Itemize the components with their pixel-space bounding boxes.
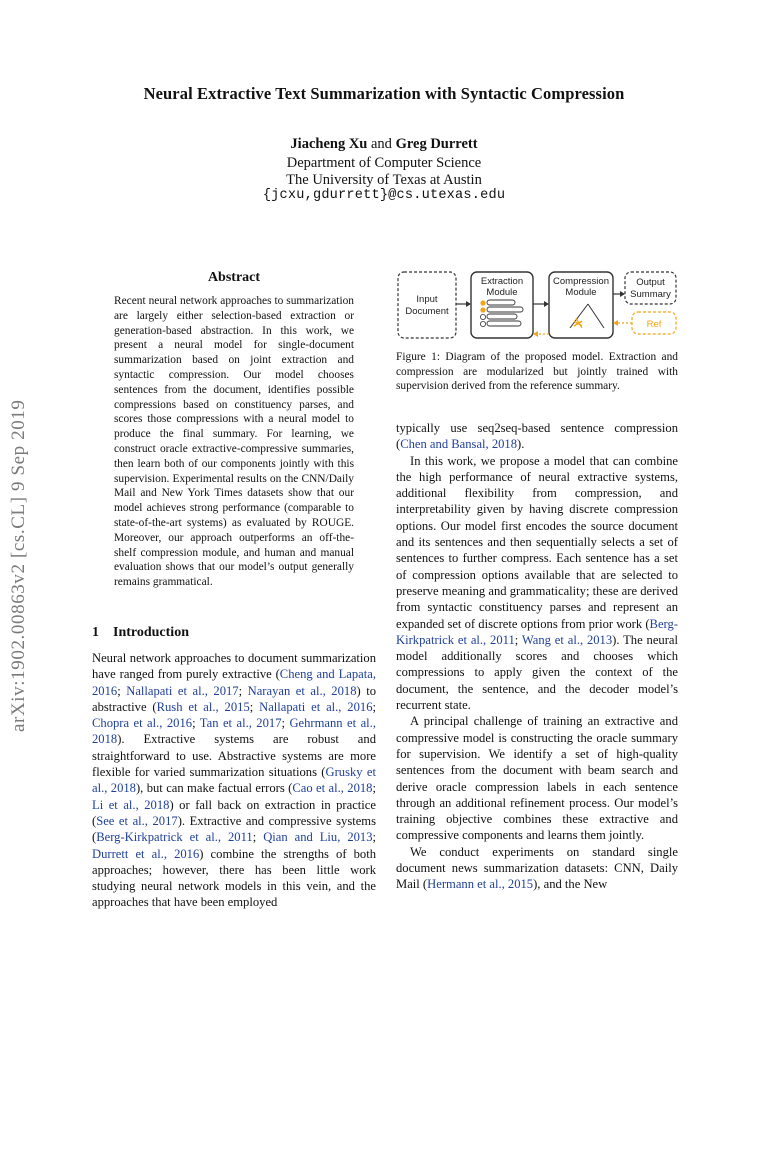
text-run: ) or fall back on extraction in practice ( xyxy=(92,797,376,828)
text-run: ; xyxy=(192,716,200,731)
text-run: ; xyxy=(514,632,522,647)
text-run: ), but can make factual errors ( xyxy=(135,781,293,796)
text-run: ; xyxy=(249,699,260,714)
input-document-box xyxy=(398,272,456,338)
intro-paragraph-1 xyxy=(92,650,376,911)
compression-label-line1: Compression xyxy=(553,276,609,287)
section-heading-introduction xyxy=(92,625,189,641)
ref-label: Ref xyxy=(646,319,662,330)
input-label-line1: Input xyxy=(416,294,438,305)
extraction-label-line1: Extraction xyxy=(480,276,524,287)
arxiv-stamp: arXiv:1902.00863v2 [cs.CL] 9 Sep 2019 xyxy=(8,399,29,732)
citation-link[interactable]: Wang et al., 2013 xyxy=(521,632,613,647)
citation-link[interactable]: Hermann et al., 2015 xyxy=(427,877,534,892)
author-1: Jiacheng Xu xyxy=(290,136,368,152)
citation-link[interactable]: Cheng and Lapata, 2016 xyxy=(92,667,376,698)
citation-link[interactable]: Cao et al., 2018 xyxy=(292,781,373,796)
text-run: We conduct experiments on standard single document news summarization datasets: CNN, Daily Mail ( xyxy=(396,844,678,892)
text-run: Neural network approaches to document summarization have ranged from purely extractive ( xyxy=(92,651,376,682)
text-run: ; xyxy=(372,830,377,845)
affiliation-university: The University of Texas at Austin xyxy=(286,172,482,188)
sentence-list-icon xyxy=(480,300,523,327)
citation-link[interactable]: Grusky et al., 2018 xyxy=(92,765,376,796)
arxiv-stamp-wrap xyxy=(8,399,38,1152)
compression-label-line2: Module xyxy=(565,287,597,298)
text-run: ) combine the strengths of both approaches; however, there has been little work studying neural network models in this vein, and the approaches that have been employed xyxy=(92,846,376,910)
abstract-text: Recent neural network approaches to summarization are largely either selection-based extraction or generation-based abstraction. In this work, we present a neural model for single-document summarization based on joint extraction and syntactic compression. Our model chooses sentences from the document, identifies possible compressions based on constituency parses, and scores those compressions with a neural model to produce the final summary. For learning, we construct oracle extractive-compressive summaries, then learn both of our components jointly with this supervision. Experimental results on the CNN/Daily Mail and New York Times datasets show that our model achieves strong performance (comparable to state-of-the-art systems) as evaluated by ROUGE. Moreover, our approach outperforms an off-the-shelf compression module, and human and manual evaluation shows that our model’s output generally remains grammatical. xyxy=(114,295,354,589)
arrowhead-ref-extraction xyxy=(533,331,538,337)
text-run: ). Extractive systems are robust and straightforward to use. Abstractive systems are more flexible for varied summarization situations ( xyxy=(92,732,376,780)
author-2: Greg Durrett xyxy=(395,136,478,152)
arrowhead-input-extraction xyxy=(466,301,471,307)
text-run: ; xyxy=(252,830,264,845)
text-run: typically use seq2seq-based sentence compression ( xyxy=(396,421,678,452)
citation-link[interactable]: Tan et al., 2017 xyxy=(199,716,282,731)
text-run: ). The neural model additionally scores and chooses which compressions to apply given the context of the document, the sentence, and the decoder model’s recurrent state. xyxy=(396,632,678,713)
intro-paragraph-4 xyxy=(396,844,678,893)
citation-link[interactable]: Rush et al., 2015 xyxy=(156,699,250,714)
citation-link[interactable]: Durrett et al., 2016 xyxy=(92,846,200,861)
citation-link[interactable]: Gehrmann et al., 2018 xyxy=(92,716,376,747)
arrowhead-extraction-compression xyxy=(544,301,549,307)
section-number: 1 xyxy=(92,625,99,640)
figure-1-caption: Figure 1: Diagram of the proposed model. Extraction and compression are modularized but jointly trained with supervision derived from the reference summary. xyxy=(396,351,678,393)
authors-and: and xyxy=(371,136,392,152)
output-label-line2: Summary xyxy=(630,289,671,300)
citation-link[interactable]: Li et al., 2018 xyxy=(92,797,170,812)
arrowhead-ref-compression xyxy=(613,320,618,326)
section-title: Introduction xyxy=(113,625,189,640)
abstract-heading: Abstract xyxy=(207,270,261,285)
citation-link[interactable]: Chen and Bansal, 2018 xyxy=(400,437,518,452)
text-run: ). xyxy=(517,437,525,452)
text-run: ). Extractive and compressive systems ( xyxy=(92,813,377,845)
intro-paragraph-3: A principal challenge of training an extractive and compressive model is constructing the oracle summary for supervision. We identify a set of high-quality sentences from the document with beam search and derive oracle compression labels in each sentence through an additional refinement process. Our model’s training objective combines these extractive and compressive components and learns them jointly. xyxy=(396,714,678,843)
text-run: ; xyxy=(372,781,376,796)
paper-title: Neural Extractive Text Summarization with Syntactic Compression xyxy=(143,84,625,103)
citation-link[interactable]: Narayan et al., 2018 xyxy=(247,683,357,698)
citation-link[interactable]: Berg-Kirkpatrick et al., 2011 xyxy=(396,616,678,647)
text-run: ; xyxy=(372,699,376,714)
citation-link[interactable]: Nallapati et al., 2017 xyxy=(126,683,239,698)
affiliation-department: Department of Computer Science xyxy=(286,155,482,171)
author-email: {jcxu,gdurrett}@cs.utexas.edu xyxy=(262,188,506,203)
parse-tree-icon xyxy=(570,304,604,328)
intro-paragraph-continued xyxy=(396,420,678,453)
figure-1-diagram xyxy=(396,268,678,342)
citation-link[interactable]: Berg-Kirkpatrick et al., 2011 xyxy=(96,830,253,845)
arrowhead-compression-output xyxy=(620,291,625,297)
intro-paragraph-2 xyxy=(396,453,678,714)
citation-link[interactable]: Chopra et al., 2016 xyxy=(92,716,193,731)
input-label-line2: Document xyxy=(405,306,449,317)
citation-link[interactable]: See et al., 2017 xyxy=(96,813,178,828)
intro-left-column xyxy=(92,650,376,911)
text-run: ; xyxy=(117,683,127,698)
authors-line xyxy=(0,136,768,153)
citation-link[interactable]: Qian and Liu, 2013 xyxy=(263,830,373,845)
text-run: ) to abstractive ( xyxy=(92,683,377,714)
text-run: ), and the New xyxy=(533,877,608,892)
text-run: ; xyxy=(281,716,290,731)
extraction-label-line2: Module xyxy=(486,287,518,298)
output-label-line1: Output xyxy=(636,277,665,288)
text-run: In this work, we propose a model that can combine the high performance of neural extractive systems, additional flexibility from compression, and interpretability given by having discrete compression options. Our model first encodes the source document and its sentences and then sequentially selects a set of sentences to further compress. Each sentence has a set of compression options available that are selected to preserve meaning and grammaticality; these are derived from syntactic constituency parses and represent an expanded set of discrete options from prior work ( xyxy=(396,453,678,631)
intro-right-column xyxy=(396,420,678,893)
citation-link[interactable]: Nallapati et al., 2016 xyxy=(259,699,373,714)
text-run: ; xyxy=(238,683,248,698)
